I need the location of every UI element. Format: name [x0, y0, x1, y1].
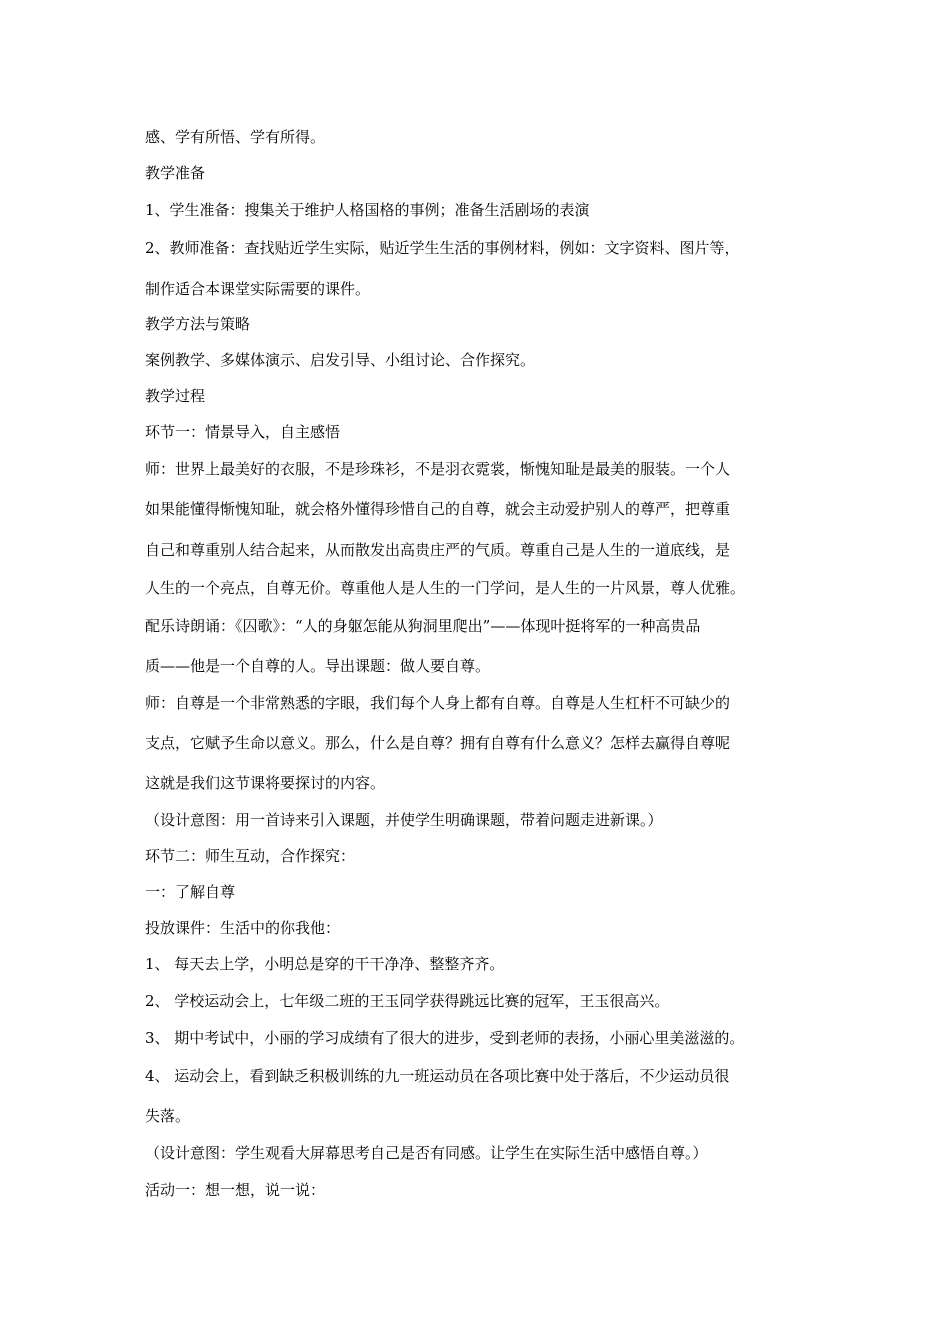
text-line: 如果能懂得惭愧知耻，就会格外懂得珍惜自己的自尊，就会主动爱护别人的尊严，把尊重: [145, 500, 731, 518]
text-line: 制作适合本课堂实际需要的课件。: [145, 280, 371, 298]
text-line: 一：了解自尊: [145, 883, 236, 901]
text-line: 2、教师准备：查找贴近学生实际，贴近学生生活的事例材料，例如：文字资料、图片等，: [145, 239, 740, 257]
text-line: 配乐诗朗诵：《囚歌》：“人的身躯怎能从狗洞里爬出”——体现叶挺将军的一种高贵品: [145, 617, 701, 635]
text-line: （设计意图：用一首诗来引入课题，并使学生明确课题，带着问题走进新课。）: [145, 811, 663, 829]
text-line: 自己和尊重别人结合起来，从而散发出高贵庄严的气质。尊重自己是人生的一道底线，是: [145, 541, 731, 559]
text-line: 案例教学、多媒体演示、启发引导、小组讨论、合作探究。: [145, 351, 536, 369]
text-line: 失落。: [145, 1107, 191, 1125]
text-line: 师：世界上最美好的衣服，不是珍珠衫，不是羽衣霓裳，惭愧知耻是最美的服装。一个人: [145, 460, 731, 478]
section-heading: 教学准备: [145, 164, 206, 182]
list-item: 2、 学校运动会上，七年级二班的王玉同学获得跳远比赛的冠军，王玉很高兴。: [145, 992, 670, 1010]
list-item: 3、 期中考试中，小丽的学习成绩有了很大的进步，受到老师的表扬，小丽心里美滋滋的。: [145, 1029, 745, 1047]
list-item: 1、 每天去上学，小明总是穿的干干净净、整整齐齐。: [145, 955, 505, 973]
text-line: 1、学生准备：搜集关于维护人格国格的事例；准备生活剧场的表演: [145, 201, 590, 219]
text-line: 投放课件：生活中的你我他：: [145, 919, 341, 937]
text-line: 这就是我们这节课将要探讨的内容。: [145, 774, 386, 792]
section-heading: 教学过程: [145, 387, 206, 405]
text-line: 师：自尊是一个非常熟悉的字眼，我们每个人身上都有自尊。自尊是人生杠杆不可缺少的: [145, 694, 731, 712]
list-item: 4、 运动会上，看到缺乏积极训练的九一班运动员在各项比赛中处于落后，不少运动员很: [145, 1067, 730, 1085]
text-line: 支点，它赋予生命以意义。那么，什么是自尊？拥有自尊有什么意义？怎样去赢得自尊呢: [145, 734, 731, 752]
text-line: 环节一：情景导入，自主感悟: [145, 423, 341, 441]
section-heading: 教学方法与策略: [145, 315, 251, 333]
text-line: （设计意图：学生观看大屏幕思考自己是否有同感。让学生在实际生活中感悟自尊。）: [145, 1144, 708, 1162]
text-line: 质——他是一个自尊的人。导出课题：做人要自尊。: [145, 657, 491, 675]
text-line: 环节二：师生互动，合作探究：: [145, 847, 356, 865]
text-line: 人生的一个亮点，自尊无价。尊重他人是人生的一门学问，是人生的一片风景，尊人优雅。: [145, 579, 746, 597]
text-line: 活动一：想一想，说一说：: [145, 1181, 326, 1199]
text-line: 感、学有所悟、学有所得。: [145, 128, 326, 146]
